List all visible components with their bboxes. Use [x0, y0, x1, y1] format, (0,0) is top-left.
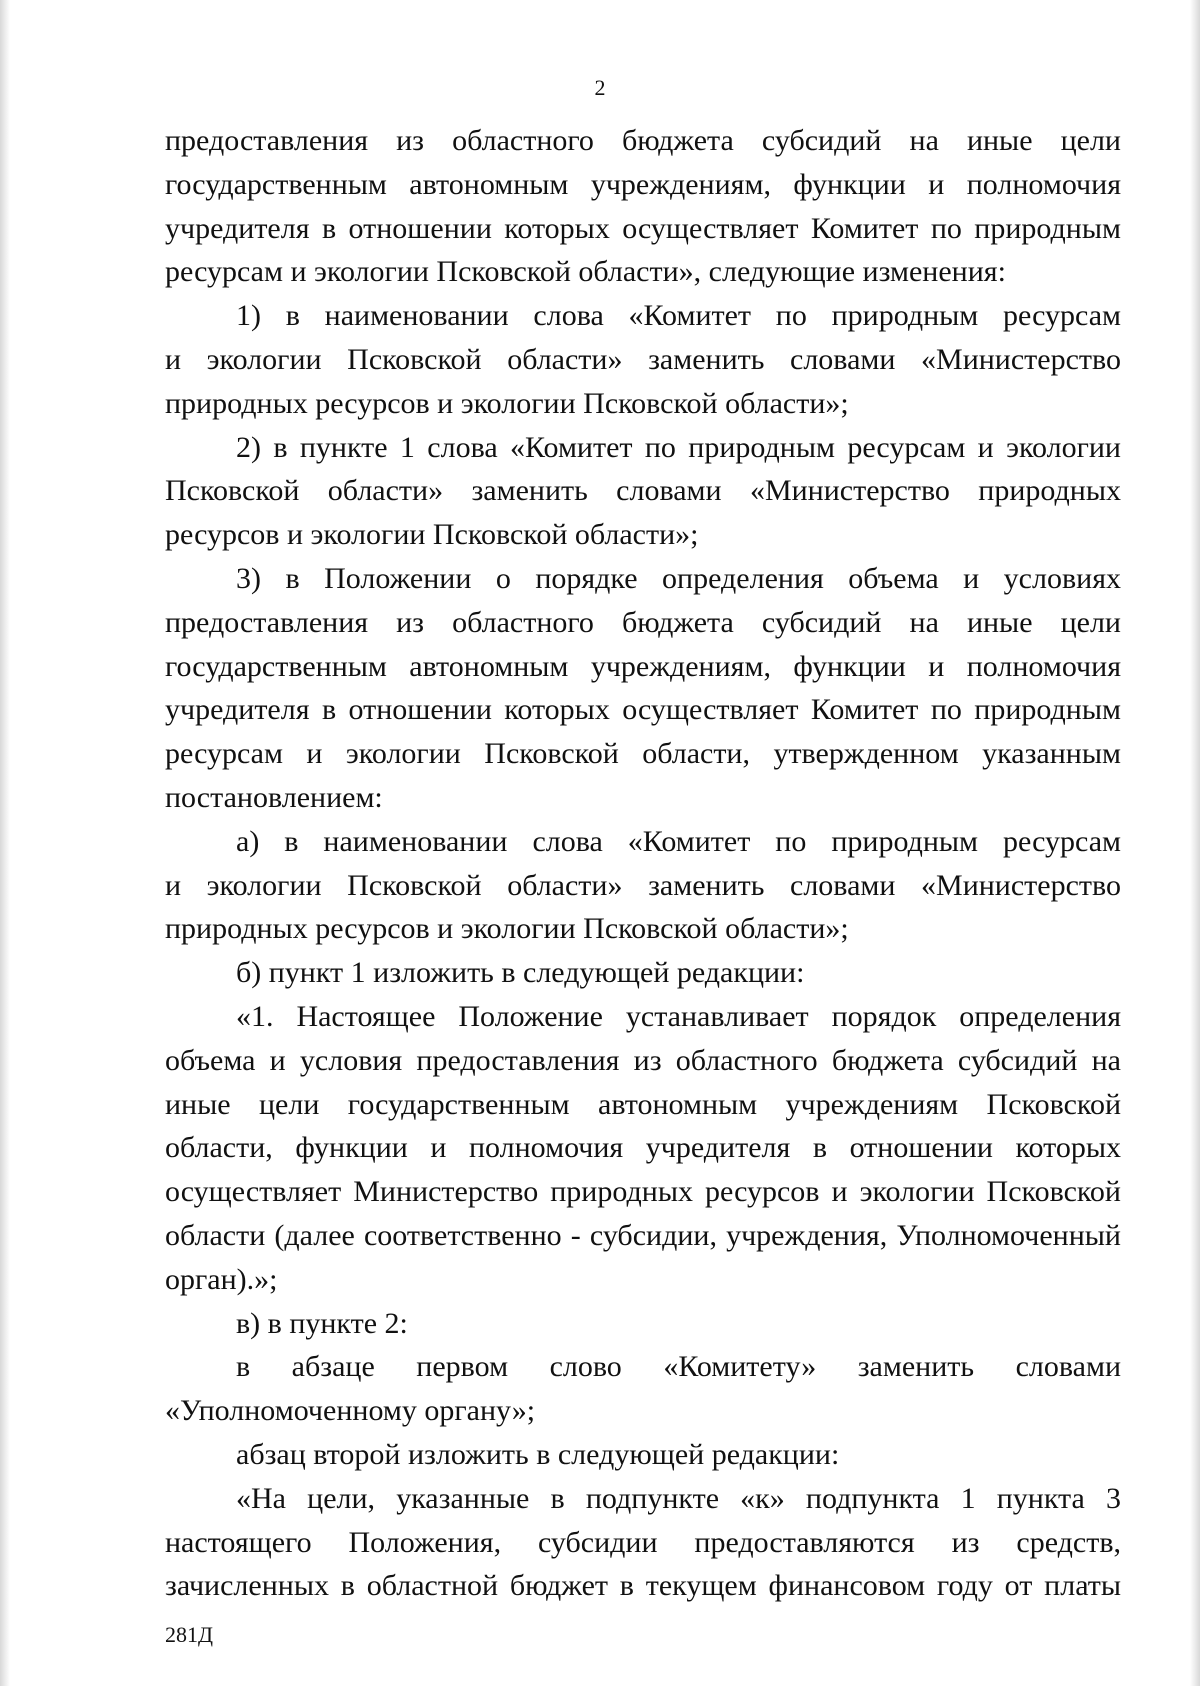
text-line: природных ресурсов и экологии Псковской области»;: [165, 912, 849, 946]
text-line: Псковской области» заменить словами «Министерство природных: [165, 474, 1121, 508]
scan-edge-left: [0, 0, 10, 1686]
text-line: ресурсов и экологии Псковской области»;: [165, 518, 699, 552]
text-line: зачисленных в областной бюджет в текущем финансовом году от платы: [165, 1569, 1121, 1603]
text-line: осуществляет Министерство природных ресурсов и экологии Псковской: [165, 1175, 1121, 1209]
text-line: учредителя в отношении которых осуществляет Комитет по природным: [165, 211, 1121, 245]
text-line: 2) в пункте 1 слова «Комитет по природным ресурсам и экологии: [236, 430, 1121, 464]
text-line: и экологии Псковской области» заменить словами «Министерство: [165, 342, 1121, 376]
text-line: в) в пункте 2:: [236, 1306, 408, 1340]
scan-edge-right: [1190, 0, 1200, 1686]
text-line: учредителя в отношении которых осуществляет Комитет по природным: [165, 693, 1121, 727]
text-line: «Уполномоченному органу»;: [165, 1394, 536, 1428]
text-line: предоставления из областного бюджета субсидий на иные цели: [165, 605, 1121, 639]
text-line: и экологии Псковской области» заменить словами «Министерство: [165, 868, 1121, 902]
text-line: области, функции и полномочия учредителя в отношении которых: [165, 1131, 1121, 1165]
text-line: орган).»;: [165, 1262, 278, 1296]
text-line: государственным автономным учреждениям, функции и полномочия: [165, 167, 1121, 201]
text-line: 3) в Положении о порядке определения объема и условиях: [236, 561, 1121, 595]
text-line: «На цели, указанные в подпункте «к» подпункта 1 пункта 3: [236, 1481, 1121, 1515]
text-line: ресурсам и экологии Псковской области», следующие изменения:: [165, 255, 1006, 289]
text-line: «1. Настоящее Положение устанавливает порядок определения: [236, 999, 1121, 1033]
text-line: области (далее соответственно - субсидии, учреждения, Уполномоченный: [165, 1218, 1121, 1252]
text-line: объема и условия предоставления из областного бюджета субсидий на: [165, 1043, 1121, 1077]
text-line: а) в наименовании слова «Комитет по природным ресурсам: [236, 824, 1121, 858]
text-line: в абзаце первом слово «Комитету» заменить словами: [236, 1350, 1121, 1384]
text-line: б) пункт 1 изложить в следующей редакции:: [236, 956, 805, 990]
footer-document-code: 281Д: [165, 1622, 214, 1647]
text-line: ресурсам и экологии Псковской области, утвержденном указанным: [165, 737, 1121, 771]
text-line: абзац второй изложить в следующей редакции:: [236, 1437, 840, 1471]
text-line: государственным автономным учреждениям, функции и полномочия: [165, 649, 1121, 683]
text-line: природных ресурсов и экологии Псковской области»;: [165, 386, 849, 420]
text-line: настоящего Положения, субсидии предоставляются из средств,: [165, 1525, 1121, 1559]
document-body: [165, 119, 1121, 1608]
text-line: иные цели государственным автономным учреждениям Псковской: [165, 1087, 1121, 1121]
text-line: предоставления из областного бюджета субсидий на иные цели: [165, 124, 1121, 157]
text-line: постановлением:: [165, 780, 383, 814]
page-number: 2: [594, 75, 606, 100]
text-line: 1) в наименовании слова «Комитет по природным ресурсам: [236, 299, 1121, 333]
